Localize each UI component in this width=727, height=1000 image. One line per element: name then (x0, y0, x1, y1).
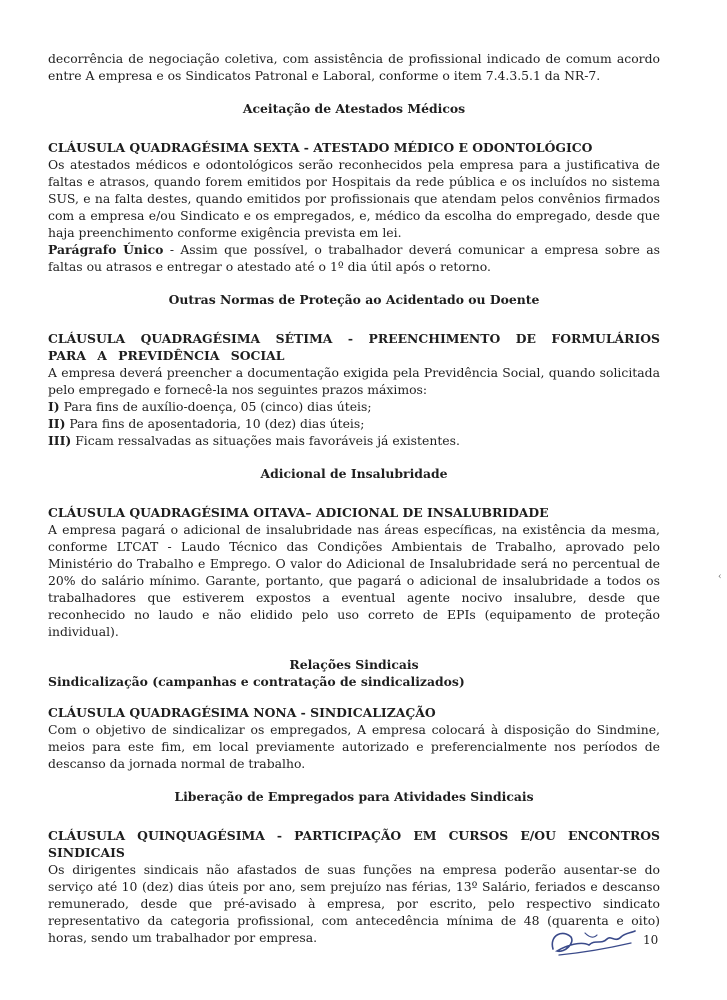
clause-47-title: CLÁUSULA QUADRAGÉSIMA SÉTIMA - PREENCHIMENTO DE FORMULÁRIOS PARA A PREVIDÊNCIA SOCIAL (48, 331, 660, 363)
clause-50-title: CLÁUSULA QUINQUAGÉSIMA - PARTICIPAÇÃO EM CURSOS E/OU ENCONTROS SINDICAIS (48, 828, 660, 860)
clause-48-title: CLÁUSULA QUADRAGÉSIMA OITAVA– ADICIONAL DE INSALUBRIDADE (48, 505, 549, 520)
intro-paragraph: decorrência de negociação coletiva, com assistência de profissional indicado de comum acordo entre A empresa e os Sindicatos Patronal e Laboral, conforme o item 7.4.3.5.1 da NR-7. (48, 51, 660, 83)
clause-49-title: CLÁUSULA QUADRAGÉSIMA NONA - SINDICALIZAÇÃO (48, 705, 436, 720)
section-heading-liberacao: Liberação de Empregados para Atividades Sindicais (174, 789, 534, 804)
page-number: 10 (643, 933, 659, 947)
section-heading-atestados: Aceitação de Atestados Médicos (242, 101, 466, 116)
document-page (48, 50, 660, 946)
clause-46-body: Os atestados médicos e odontológicos serão reconhecidos pela empresa para a justificativa de faltas e atrasos, quando forem emitidos por Hospitais da rede pública e os incluídos no sistema SUS, e na falta destes, quando emitidos por profissionais que atendam pelos convênios firmados com a empresa e/ou Sindicato e os empregados, e, médico da escolha do empregado, desde que haja preenchimento conforme exigência prevista em lei. (48, 157, 660, 240)
clause-50-body: Os dirigentes sindicais não afastados de suas funções na empresa poderão ausentar-se do serviço até 10 (dez) dias úteis por ano, sem prejuízo nas férias, 13º Salário, feriados e descanso remunerado, desde que pré-avisado à empresa, por escrito, pelo respectivo sindicato representativo da categoria profissional, com antecedência mínima de 48 (quarenta e oito) horas, sendo um trabalhador por empresa. (48, 862, 660, 945)
list-item-text: Para fins de auxílio-doença, 05 (cinco) dias úteis; (59, 399, 372, 414)
clause-48-body: A empresa pagará o adicional de insalubridade nas áreas específicas, na existência da mesma, conforme LTCAT - Laudo Técnico das Condições Ambientais de Trabalho, aprovado pelo Ministério do Trabalho e Emprego. O valor do Adicional de Insalubridade será no percentual de 20% do salário mínimo. Garante, portanto, que pagará o adicional de insalubridade a todos os trabalhadores que estiverem expostos a eventual agente nocivo insalubre, desde que reconhecido no laudo e não elidido pelo uso correto de EPIs (equipamento de proteção individual). (48, 522, 660, 639)
scan-mark: ‹ (718, 572, 722, 582)
list-item (48, 398, 660, 415)
list-item-number: II) (48, 416, 66, 431)
list-item-text: Ficam ressalvadas as situações mais favoráveis já existentes. (71, 433, 460, 448)
section-heading-sindicais: Relações Sindicais (289, 657, 419, 672)
clause-49-body: Com o objetivo de sindicalizar os empregados, A empresa colocará à disposição do Sindmine, meios para este fim, em local previamente autorizado e preferencialmente nos períodos de descanso da jornada normal de trabalho. (48, 722, 660, 771)
section-heading-protecao: Outras Normas de Proteção ao Acidentado ou Doente (168, 292, 540, 307)
signature-icon (545, 915, 640, 965)
clause-47-body: A empresa deverá preencher a documentação exigida pela Previdência Social, quando solicitada pelo empregado e fornecê-la nos seguintes prazos máximos: (48, 365, 660, 397)
section-heading-insalubridade: Adicional de Insalubridade (260, 466, 448, 481)
clause-46-paragraph (48, 241, 660, 275)
list-item-text: Para fins de aposentadoria, 10 (dez) dias úteis; (65, 416, 365, 431)
list-item (48, 432, 660, 449)
paragraph-label: Parágrafo Único (48, 242, 164, 257)
list-item-number: III) (48, 433, 72, 448)
section-subheading-sindicalizacao: Sindicalização (campanhas e contratação de sindicalizados) (48, 674, 465, 689)
paragraph-text: - Assim que possível, o trabalhador deverá comunicar a empresa sobre as faltas ou atrasos e entregar o atestado até o 1º dia útil após o retorno. (48, 242, 660, 274)
list-item-number: I) (48, 399, 60, 414)
clause-46-title: CLÁUSULA QUADRAGÉSIMA SEXTA - ATESTADO MÉDICO E ODONTOLÓGICO (48, 140, 593, 155)
list-item (48, 415, 660, 432)
